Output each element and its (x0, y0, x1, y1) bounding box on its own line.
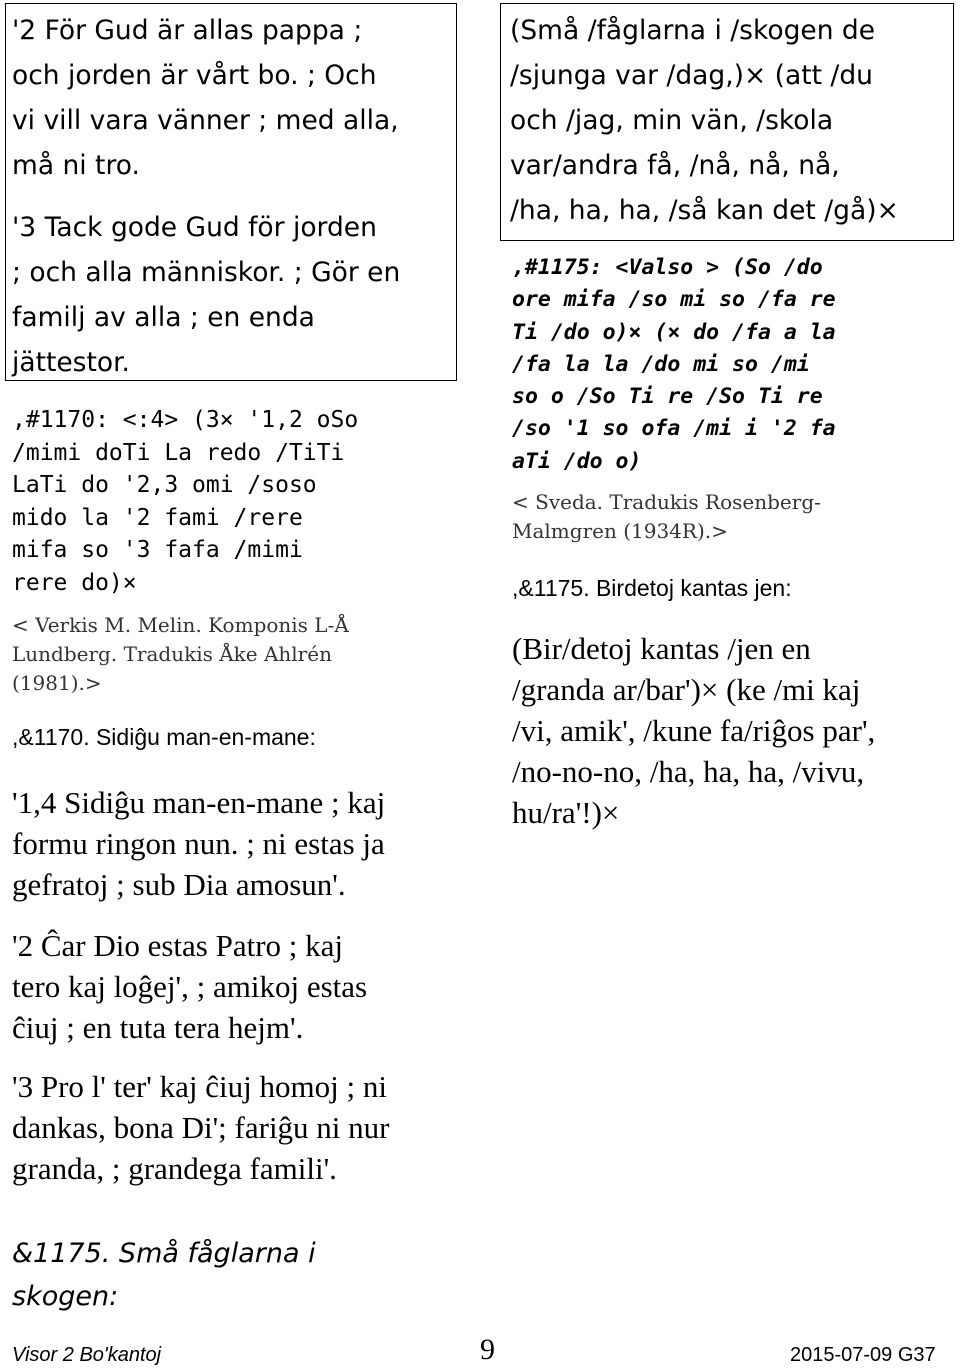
page-number: 9 (480, 1333, 495, 1366)
swedish-verse-3: '3 Tack gode Gud för jorden ; och alla människor. ; Gör en familj av alla ; en enda jättestor. (12, 212, 401, 378)
swedish-verse-2: '2 För Gud är allas pappa ; och jorden är vårt bo. ; Och vi vill vara vänner ; med alla, må ni tro. (12, 15, 399, 181)
heading-1175: ,&1175. Birdetoj kantas jen: (512, 575, 792, 601)
melody-code-1170: ,#1170: <:4> (3× '1,2 oSo /mimi doTi La redo /TiTi LaTi do '2,3 omi /soso mido la '2 fami /rere mifa so '3 fafa /mimi rere do)× (12, 407, 359, 596)
footer-title: Visor 2 Bo'kantoj (12, 1344, 162, 1366)
esperanto-verse-1: '1,4 Sidiĝu man-en-mane ; kaj formu ringon nun. ; ni estas ja gefratoj ; sub Dia amosun'. (12, 785, 386, 902)
melody-code-1175: ,#1175: <Valso > (So /do ore mifa /so mi so /fa re Ti /do o)× (× do /fa a la /fa la la /do mi so /mi so o /So Ti re /So Ti re /so '1 so ofa /mi i '2 fa aTi /do o) (512, 255, 836, 474)
credit-1175: < Sveda. Tradukis Rosenberg- Malmgren (1934R).> (512, 490, 821, 543)
esperanto-verse-2: '2 Ĉar Dio estas Patro ; kaj tero kaj loĝej', ; amikoj estas ĉiuj ; en tuta tera hejm'. (12, 928, 368, 1045)
credit-1170: < Verkis M. Melin. Komponis L-Å Lundberg. Tradukis Åke Ahlrén (1981).> (12, 613, 349, 695)
footer-date: 2015-07-09 G37 (790, 1344, 936, 1366)
esperanto-verse-3: '3 Pro l' ter' kaj ĉiuj homoj ; ni dankas, bona Di'; fariĝu ni nur granda, ; grandega famili'. (12, 1069, 390, 1186)
heading-1175-swedish: &1175. Små fåglarna i skogen: (12, 1238, 316, 1312)
heading-1170: ,&1170. Sidiĝu man-en-mane: (12, 724, 316, 750)
esperanto-song-verse: (Bir/detoj kantas /jen en /granda ar/bar')× (ke /mi kaj /vi, amik', /kune fa/riĝos par', /no-no-no, /ha, ha, ha, /vivu, hu/ra'!)× (512, 631, 876, 830)
swedish-song-text: (Små /fåglarna i /skogen de /sjunga var /dag,)× (att /du och /jag, min vän, /skola var/andra få, /nå, nå, nå, /ha, ha, ha, /så kan det /gå)× (510, 15, 899, 226)
